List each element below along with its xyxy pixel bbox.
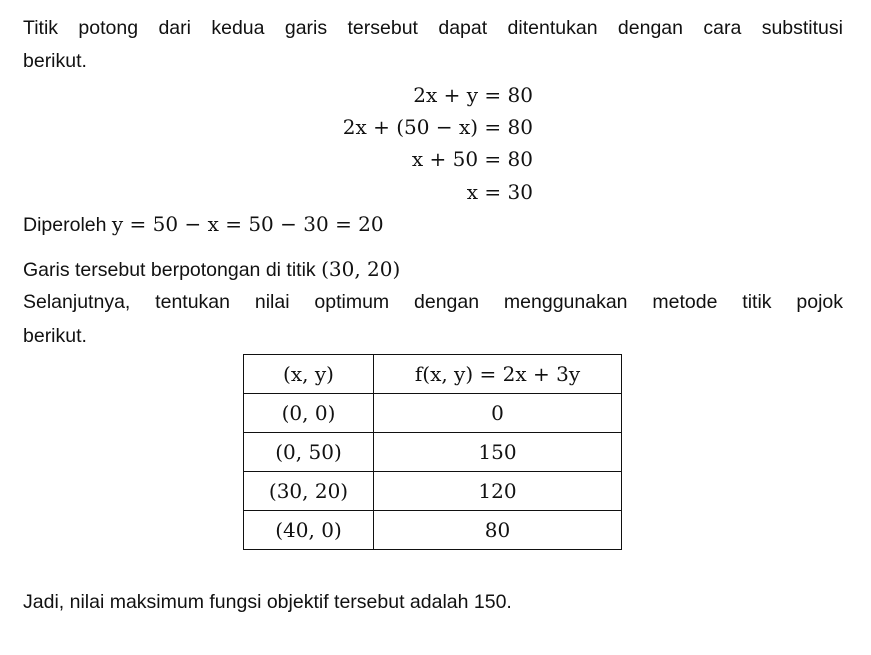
table-row — [244, 511, 622, 550]
header-objective: f(x, y) = 2x + 3y — [374, 355, 622, 394]
table-row — [244, 394, 622, 433]
cell-point: (0, 0) — [244, 394, 374, 433]
cell-point: (0, 50) — [244, 433, 374, 472]
next-paragraph-line1: Selanjutnya, tentukan nilai optimum dengan menggunakan metode titik pojok — [23, 291, 843, 313]
header-point: (x, y) — [244, 355, 374, 394]
cell-value: 80 — [374, 511, 622, 550]
diperoleh-label: Diperoleh — [23, 214, 112, 236]
cell-value: 120 — [374, 472, 622, 511]
diperoleh-math: y = 50 − x = 50 − 30 = 20 — [111, 212, 384, 236]
cell-point: (30, 20) — [244, 472, 374, 511]
diperoleh-line — [23, 208, 843, 242]
intro-paragraph-line1: Titik potong dari kedua garis tersebut dapat ditentukan dengan cara substitusi — [23, 17, 843, 39]
table-row — [244, 433, 622, 472]
equation-2: 2x + (50 − x) = 80 — [342, 115, 533, 139]
equation-1: 2x + y = 80 — [413, 83, 533, 107]
cell-value: 0 — [374, 394, 622, 433]
intersection-line — [23, 253, 843, 287]
intro-paragraph-line2: berikut. — [23, 50, 87, 72]
next-paragraph-line2: berikut. — [23, 325, 87, 347]
equation-3: x + 50 = 80 — [411, 147, 533, 171]
corner-point-table — [243, 354, 622, 550]
table-header-row — [244, 355, 622, 394]
equation-4: x = 30 — [466, 180, 533, 204]
intersection-text: Garis tersebut berpotongan di titik — [23, 259, 322, 281]
conclusion-paragraph: Jadi, nilai maksimum fungsi objektif tersebut adalah 150. — [23, 591, 512, 613]
intersection-point: (30, 20) — [321, 257, 401, 281]
cell-point: (40, 0) — [244, 511, 374, 550]
cell-value: 150 — [374, 433, 622, 472]
table-row — [244, 472, 622, 511]
